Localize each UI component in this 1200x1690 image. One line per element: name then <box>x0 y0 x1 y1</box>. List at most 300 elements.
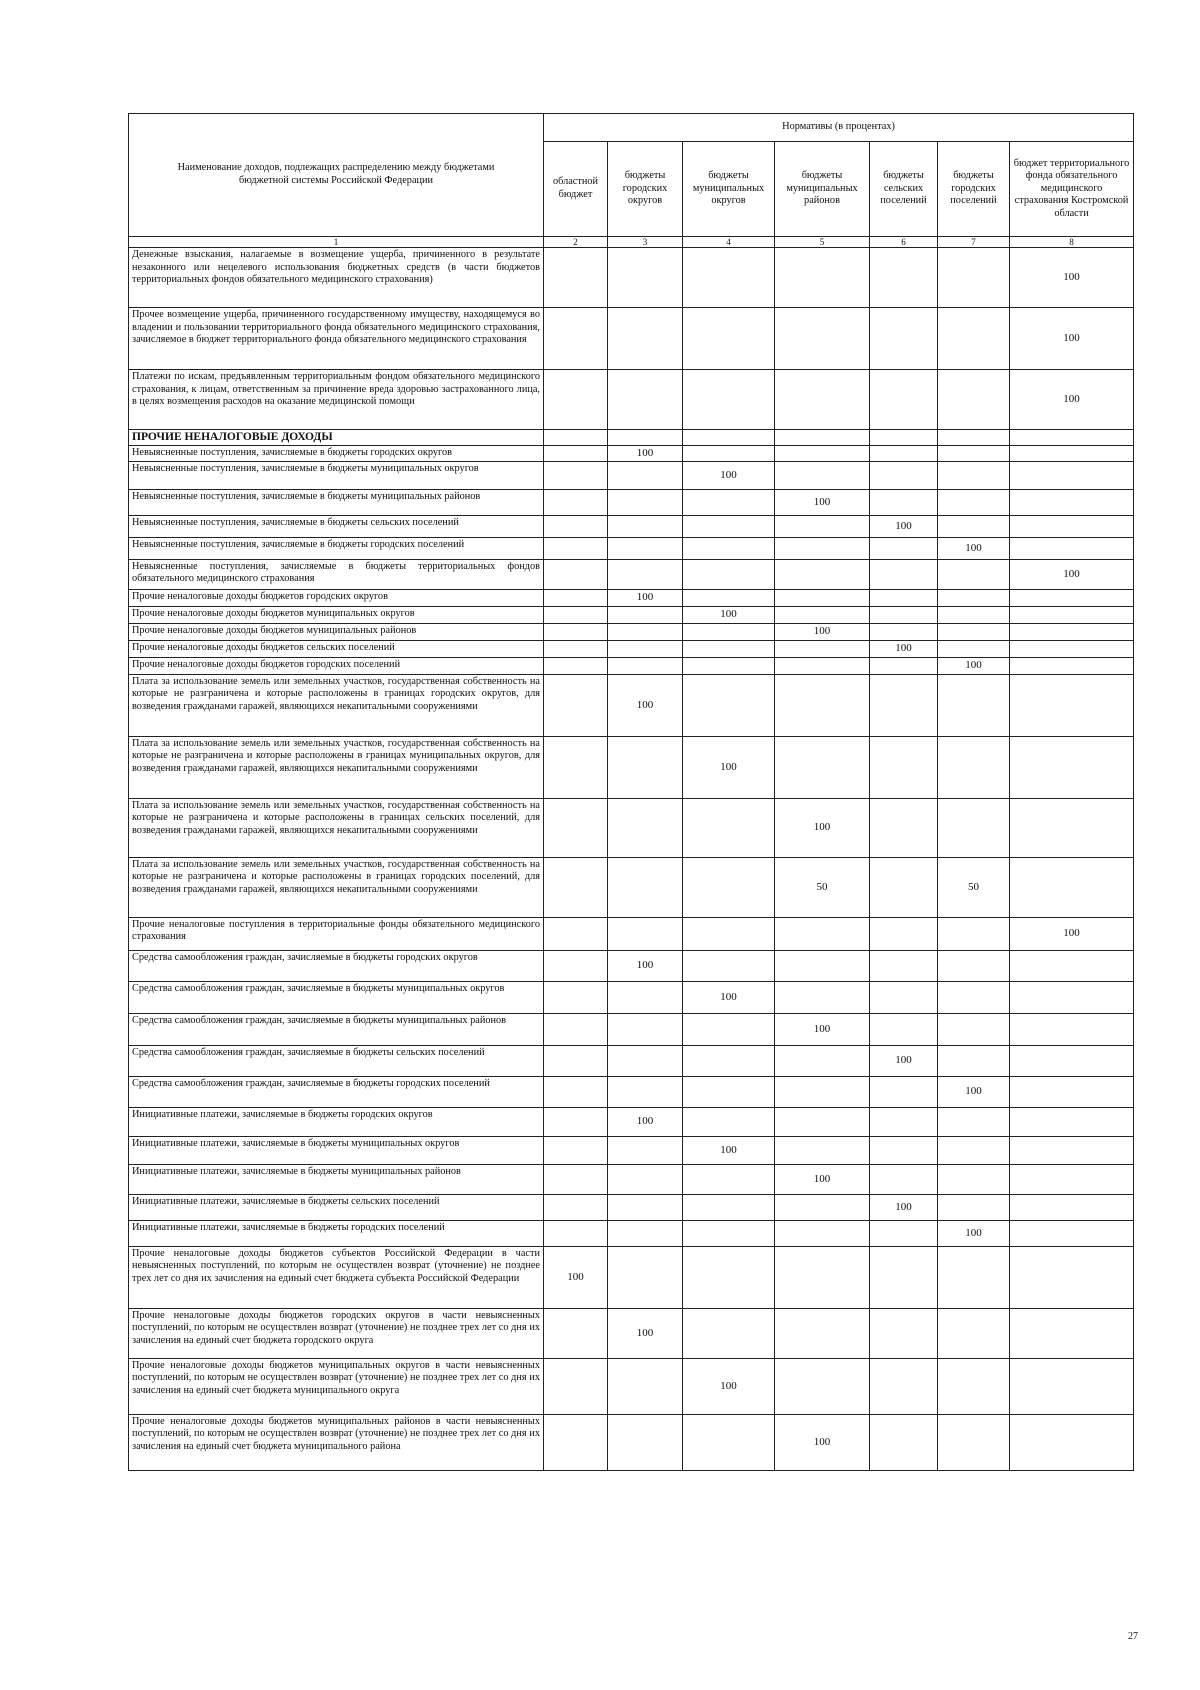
norm-value-cell <box>775 559 870 589</box>
revenue-name-cell: Прочие неналоговые доходы бюджетов сельских поселений <box>129 640 544 657</box>
norm-value-cell <box>1010 674 1134 736</box>
norm-value-cell <box>938 489 1010 515</box>
header-number-6: 6 <box>870 237 938 248</box>
revenue-name-cell: Невыясненные поступления, зачисляемые в бюджеты муниципальных округов <box>129 461 544 489</box>
norm-value-cell <box>938 1308 1010 1358</box>
norm-value-cell <box>683 537 775 559</box>
norm-value-cell <box>1010 1045 1134 1076</box>
norm-value-cell <box>608 1164 683 1194</box>
norm-value-cell <box>775 674 870 736</box>
norm-value-cell <box>938 1136 1010 1164</box>
norm-value-cell <box>544 1220 608 1246</box>
norm-value-cell <box>683 674 775 736</box>
norm-value-cell <box>775 1358 870 1414</box>
norm-value-cell <box>938 640 1010 657</box>
norm-value-cell <box>683 589 775 606</box>
norm-value-cell <box>1010 1308 1134 1358</box>
norm-value-cell <box>683 917 775 950</box>
revenue-name-cell: Прочие неналоговые доходы бюджетов муниципальных районов <box>129 623 544 640</box>
table-row <box>129 1076 1134 1107</box>
table-row <box>129 1308 1134 1358</box>
norm-value-cell <box>544 370 608 430</box>
table-row <box>129 1045 1134 1076</box>
norm-value-cell <box>775 736 870 798</box>
norm-value-cell <box>938 515 1010 537</box>
header-col-rural-settlements: бюджеты сельских поселений <box>870 142 938 237</box>
norm-value-cell <box>544 589 608 606</box>
norm-value-cell <box>870 623 938 640</box>
norm-value-cell <box>1010 461 1134 489</box>
norm-value-cell <box>870 798 938 857</box>
norm-value-cell <box>938 1358 1010 1414</box>
norm-value-cell <box>870 537 938 559</box>
norm-value-cell: 100 <box>775 623 870 640</box>
header-norms-group: Нормативы (в процентах) <box>544 114 1134 142</box>
norm-value-cell <box>608 248 683 308</box>
norm-value-cell: 100 <box>683 1136 775 1164</box>
norm-value-cell <box>683 515 775 537</box>
revenue-name-cell: Прочие неналоговые поступления в территориальные фонды обязательного медицинского страхования <box>129 917 544 950</box>
norm-value-cell <box>1010 1358 1134 1414</box>
table-row <box>129 674 1134 736</box>
revenue-name-cell: Средства самообложения граждан, зачисляемые в бюджеты муниципальных округов <box>129 981 544 1013</box>
norm-value-cell <box>1010 446 1134 462</box>
norm-value-cell <box>938 674 1010 736</box>
norm-value-cell <box>870 1164 938 1194</box>
norm-value-cell <box>870 950 938 981</box>
header-col-city-districts: бюджеты городских округов <box>608 142 683 237</box>
norm-value-cell <box>683 1013 775 1045</box>
table-row <box>129 515 1134 537</box>
norm-value-cell: 100 <box>683 1358 775 1414</box>
norm-value-cell: 100 <box>608 674 683 736</box>
norm-value-cell <box>775 515 870 537</box>
norm-value-cell <box>544 537 608 559</box>
norm-value-cell: 100 <box>608 1107 683 1136</box>
norm-value-cell <box>775 1194 870 1220</box>
norm-value-cell: 100 <box>1010 308 1134 370</box>
norm-value-cell <box>544 640 608 657</box>
norm-value-cell <box>683 623 775 640</box>
table-row <box>129 430 1134 446</box>
revenue-name-cell: Плата за использование земель или земельных участков, государственная собственность на которые не разграничена и которые расположены в границах сельских поселений, для возведения гражданами гаражей, являющихся некапитальными сооружениями <box>129 798 544 857</box>
norm-value-cell <box>938 736 1010 798</box>
table-row <box>129 1246 1134 1308</box>
norm-value-cell <box>608 559 683 589</box>
norm-value-cell <box>870 1013 938 1045</box>
norm-value-cell <box>1010 589 1134 606</box>
norm-value-cell <box>870 446 938 462</box>
norm-value-cell <box>608 1220 683 1246</box>
header-number-3: 3 <box>608 237 683 248</box>
norm-value-cell <box>544 1076 608 1107</box>
norm-value-cell <box>544 1013 608 1045</box>
norm-value-cell <box>775 1246 870 1308</box>
revenue-name-cell: Средства самообложения граждан, зачисляемые в бюджеты сельских поселений <box>129 1045 544 1076</box>
table-row <box>129 736 1134 798</box>
norm-value-cell <box>775 1107 870 1136</box>
table-row <box>129 537 1134 559</box>
norm-value-cell <box>544 606 608 623</box>
norm-value-cell <box>775 640 870 657</box>
norm-value-cell <box>1010 1220 1134 1246</box>
norm-value-cell <box>775 606 870 623</box>
norm-value-cell <box>1010 1076 1134 1107</box>
norm-value-cell <box>938 1107 1010 1136</box>
header-number-2: 2 <box>544 237 608 248</box>
norm-value-cell: 100 <box>870 640 938 657</box>
norm-value-cell: 100 <box>608 950 683 981</box>
norm-value-cell <box>683 308 775 370</box>
norm-value-cell: 100 <box>1010 370 1134 430</box>
norm-value-cell <box>775 1076 870 1107</box>
norm-value-cell: 100 <box>544 1246 608 1308</box>
norm-value-cell <box>608 430 683 446</box>
norm-value-cell <box>683 446 775 462</box>
norm-value-cell <box>938 1194 1010 1220</box>
norm-value-cell <box>870 981 938 1013</box>
table-row <box>129 1194 1134 1220</box>
norm-value-cell <box>544 308 608 370</box>
norm-value-cell: 100 <box>775 1414 870 1470</box>
norm-value-cell: 100 <box>683 981 775 1013</box>
header-number-5: 5 <box>775 237 870 248</box>
norm-value-cell <box>544 917 608 950</box>
norm-value-cell <box>1010 1164 1134 1194</box>
norm-value-cell <box>683 798 775 857</box>
revenue-name-cell: Средства самообложения граждан, зачисляемые в бюджеты муниципальных районов <box>129 1013 544 1045</box>
norm-value-cell <box>775 461 870 489</box>
norm-value-cell <box>608 623 683 640</box>
header-col-oms-fund: бюджет территориального фонда обязательного медицинского страхования Костромской области <box>1010 142 1134 237</box>
norm-value-cell <box>608 798 683 857</box>
norm-value-cell <box>775 1220 870 1246</box>
norm-value-cell <box>938 248 1010 308</box>
table-row <box>129 308 1134 370</box>
norm-value-cell <box>870 248 938 308</box>
norm-value-cell <box>683 1220 775 1246</box>
norm-value-cell <box>775 950 870 981</box>
norm-value-cell <box>775 917 870 950</box>
norm-value-cell <box>544 736 608 798</box>
norm-value-cell <box>870 430 938 446</box>
norm-value-cell <box>1010 623 1134 640</box>
table-row <box>129 1136 1134 1164</box>
norm-value-cell <box>608 308 683 370</box>
revenue-name-cell: Прочие неналоговые доходы бюджетов городских поселений <box>129 657 544 674</box>
norm-value-cell <box>608 981 683 1013</box>
revenue-name-cell: Денежные взыскания, налагаемые в возмещение ущерба, причиненного в результате незаконного или нецелевого использования бюджетных средств (в части бюджетов территориальных фондов обязательного медицинского страхования) <box>129 248 544 308</box>
norm-value-cell <box>544 1136 608 1164</box>
revenue-name-cell: Невыясненные поступления, зачисляемые в бюджеты сельских поселений <box>129 515 544 537</box>
norm-value-cell <box>1010 657 1134 674</box>
norm-value-cell <box>870 606 938 623</box>
revenue-name-cell: Прочие неналоговые доходы бюджетов муниципальных округов в части невыясненных поступлений, по которым не осуществлен возврат (уточнение) не позднее трех лет со дня их зачисления на единый счет бюджета муниципального округа <box>129 1358 544 1414</box>
norm-value-cell <box>1010 1194 1134 1220</box>
norm-value-cell <box>683 559 775 589</box>
norm-value-cell <box>683 950 775 981</box>
norm-value-cell <box>683 1414 775 1470</box>
table-row <box>129 461 1134 489</box>
revenue-name-cell: Прочее возмещение ущерба, причиненного государственному имуществу, находящемуся во владении и пользовании территориального фонда обязательного медицинского страхования, зачисляемое в бюджет территориального фонда обязательного медицинского страхования <box>129 308 544 370</box>
norm-value-cell <box>1010 798 1134 857</box>
norm-value-cell <box>938 1414 1010 1470</box>
table-row <box>129 589 1134 606</box>
norm-value-cell <box>938 559 1010 589</box>
norm-value-cell <box>608 537 683 559</box>
norm-value-cell <box>938 1045 1010 1076</box>
header-number-8: 8 <box>1010 237 1134 248</box>
norm-value-cell <box>775 446 870 462</box>
norm-value-cell <box>938 589 1010 606</box>
norm-value-cell <box>608 736 683 798</box>
norm-value-cell <box>938 1246 1010 1308</box>
norm-value-cell <box>544 1107 608 1136</box>
norm-value-cell <box>608 1358 683 1414</box>
norm-value-cell <box>1010 640 1134 657</box>
norm-value-cell <box>1010 857 1134 917</box>
norm-value-cell <box>683 1107 775 1136</box>
norm-value-cell <box>870 461 938 489</box>
norm-value-cell <box>608 1246 683 1308</box>
norm-value-cell: 100 <box>608 446 683 462</box>
norm-value-cell <box>870 559 938 589</box>
norm-value-cell <box>938 798 1010 857</box>
norm-value-cell <box>683 657 775 674</box>
norm-value-cell <box>544 1414 608 1470</box>
norm-value-cell <box>608 1414 683 1470</box>
norm-value-cell: 100 <box>683 736 775 798</box>
norm-value-cell <box>544 1308 608 1358</box>
norm-value-cell <box>870 857 938 917</box>
norm-value-cell <box>544 515 608 537</box>
norm-value-cell <box>608 515 683 537</box>
norm-value-cell <box>683 1076 775 1107</box>
norm-value-cell: 100 <box>938 537 1010 559</box>
norm-value-cell: 100 <box>608 589 683 606</box>
revenue-norms-table <box>128 113 1134 1471</box>
norm-value-cell <box>870 1246 938 1308</box>
norm-value-cell <box>544 446 608 462</box>
norm-value-cell <box>683 1164 775 1194</box>
revenue-name-cell: Инициативные платежи, зачисляемые в бюджеты городских поселений <box>129 1220 544 1246</box>
revenue-name-cell: Плата за использование земель или земельных участков, государственная собственность на которые не разграничена и которые расположены в границах городских округов, для возведения гражданами гаражей, являющихся некапитальными сооружениями <box>129 674 544 736</box>
norm-value-cell <box>608 640 683 657</box>
revenue-name-cell: Плата за использование земель или земельных участков, государственная собственность на которые не разграничена и которые расположены в границах муниципальных округов, для возведения гражданами гаражей, являющихся некапитальными сооружениями <box>129 736 544 798</box>
norm-value-cell <box>775 589 870 606</box>
norm-value-cell <box>870 1308 938 1358</box>
norm-value-cell <box>608 1045 683 1076</box>
norm-value-cell <box>544 461 608 489</box>
header-number-1: 1 <box>129 237 544 248</box>
norm-value-cell <box>1010 1013 1134 1045</box>
norm-value-cell <box>775 657 870 674</box>
norm-value-cell <box>683 1194 775 1220</box>
table-row <box>129 623 1134 640</box>
norm-value-cell <box>683 1308 775 1358</box>
norm-value-cell <box>775 430 870 446</box>
norm-value-cell <box>608 1136 683 1164</box>
table-row <box>129 1220 1134 1246</box>
table-row <box>129 1013 1134 1045</box>
norm-value-cell: 100 <box>870 1194 938 1220</box>
norm-value-cell <box>938 461 1010 489</box>
table-row <box>129 857 1134 917</box>
norm-value-cell <box>608 917 683 950</box>
norm-value-cell: 100 <box>1010 917 1134 950</box>
norm-value-cell: 100 <box>775 489 870 515</box>
norm-value-cell <box>775 1136 870 1164</box>
norm-value-cell <box>1010 736 1134 798</box>
norm-value-cell <box>683 248 775 308</box>
header-name-column: Наименование доходов, подлежащих распределению между бюджетами бюджетной системы Российской Федерации <box>129 114 544 237</box>
revenue-name-cell: Прочие неналоговые доходы бюджетов субъектов Российской Федерации в части невыясненных поступлений, по которым не осуществлен возврат (уточнение) не позднее трех лет со дня их зачисления на единый счет бюджета субъекта Российской Федерации <box>129 1246 544 1308</box>
norm-value-cell <box>544 248 608 308</box>
norm-value-cell <box>938 430 1010 446</box>
norm-value-cell <box>1010 1414 1134 1470</box>
page-number: 27 <box>1128 1631 1138 1642</box>
table-row <box>129 1164 1134 1194</box>
norm-value-cell <box>870 1136 938 1164</box>
norm-value-cell: 100 <box>938 657 1010 674</box>
norm-value-cell <box>544 857 608 917</box>
table-body <box>129 248 1134 1471</box>
norm-value-cell <box>938 623 1010 640</box>
norm-value-cell <box>938 606 1010 623</box>
revenue-name-cell: Прочие неналоговые доходы бюджетов муниципальных округов <box>129 606 544 623</box>
norm-value-cell <box>683 640 775 657</box>
header-col-urban-settlements: бюджеты городских поселений <box>938 142 1010 237</box>
header-col-municipal-regions: бюджеты муниципальных районов <box>775 142 870 237</box>
norm-value-cell: 100 <box>938 1220 1010 1246</box>
table-row <box>129 446 1134 462</box>
table-row <box>129 657 1134 674</box>
norm-value-cell <box>608 1013 683 1045</box>
norm-value-cell <box>870 917 938 950</box>
norm-value-cell <box>608 1194 683 1220</box>
revenue-name-cell: Невыясненные поступления, зачисляемые в бюджеты территориальных фондов обязательного медицинского страхования <box>129 559 544 589</box>
table-row <box>129 489 1134 515</box>
revenue-name-cell: Невыясненные поступления, зачисляемые в бюджеты городских округов <box>129 446 544 462</box>
norm-value-cell <box>608 1076 683 1107</box>
norm-value-cell <box>608 370 683 430</box>
norm-value-cell <box>608 606 683 623</box>
norm-value-cell <box>938 917 1010 950</box>
norm-value-cell: 100 <box>1010 559 1134 589</box>
norm-value-cell <box>608 657 683 674</box>
norm-value-cell <box>683 1246 775 1308</box>
table-row <box>129 798 1134 857</box>
revenue-distribution-sheet <box>128 113 1133 1471</box>
norm-value-cell <box>544 1164 608 1194</box>
norm-value-cell <box>544 1045 608 1076</box>
norm-value-cell <box>544 1194 608 1220</box>
norm-value-cell: 100 <box>938 1076 1010 1107</box>
revenue-name-cell: Платежи по искам, предъявленным территориальным фондом обязательного медицинского страхования, к лицам, ответственным за причинение вреда здоровью застрахованного лица, в целях возмещения расходов на оказание медицинской помощи <box>129 370 544 430</box>
revenue-name-cell: Прочие неналоговые доходы бюджетов городских округов <box>129 589 544 606</box>
norm-value-cell <box>683 430 775 446</box>
norm-value-cell <box>544 674 608 736</box>
norm-value-cell: 100 <box>775 1164 870 1194</box>
norm-value-cell <box>544 559 608 589</box>
table-row <box>129 640 1134 657</box>
revenue-name-cell: Средства самообложения граждан, зачисляемые в бюджеты городских поселений <box>129 1076 544 1107</box>
norm-value-cell <box>870 1107 938 1136</box>
revenue-name-cell: Плата за использование земель или земельных участков, государственная собственность на которые не разграничена и которые расположены в границах городских поселений, для возведения гражданами гаражей, являющихся некапитальными сооружениями <box>129 857 544 917</box>
norm-value-cell <box>608 489 683 515</box>
norm-value-cell <box>683 1045 775 1076</box>
norm-value-cell <box>870 736 938 798</box>
norm-value-cell: 100 <box>608 1308 683 1358</box>
norm-value-cell <box>683 489 775 515</box>
norm-value-cell <box>775 1045 870 1076</box>
norm-value-cell: 100 <box>870 1045 938 1076</box>
norm-value-cell <box>938 1164 1010 1194</box>
revenue-name-cell: Прочие неналоговые доходы бюджетов муниципальных районов в части невыясненных поступлений, по которым не осуществлен возврат (уточнение) не позднее трех лет со дня их зачисления на единый счет бюджета муниципального района <box>129 1414 544 1470</box>
header-number-4: 4 <box>683 237 775 248</box>
revenue-name-cell: Инициативные платежи, зачисляемые в бюджеты городских округов <box>129 1107 544 1136</box>
revenue-name-cell: Прочие неналоговые доходы бюджетов городских округов в части невыясненных поступлений, по которым не осуществлен возврат (уточнение) не позднее трех лет со дня их зачисления на единый счет бюджета городского округа <box>129 1308 544 1358</box>
norm-value-cell <box>1010 489 1134 515</box>
norm-value-cell <box>544 623 608 640</box>
norm-value-cell <box>1010 606 1134 623</box>
norm-value-cell <box>870 589 938 606</box>
norm-value-cell <box>608 857 683 917</box>
revenue-name-cell: Инициативные платежи, зачисляемые в бюджеты муниципальных районов <box>129 1164 544 1194</box>
table-row <box>129 1414 1134 1470</box>
norm-value-cell <box>775 248 870 308</box>
norm-value-cell <box>870 674 938 736</box>
revenue-name-cell: Инициативные платежи, зачисляемые в бюджеты муниципальных округов <box>129 1136 544 1164</box>
table-row <box>129 1358 1134 1414</box>
norm-value-cell <box>1010 981 1134 1013</box>
norm-value-cell <box>1010 1107 1134 1136</box>
table-row <box>129 248 1134 308</box>
revenue-name-cell: Невыясненные поступления, зачисляемые в бюджеты муниципальных районов <box>129 489 544 515</box>
norm-value-cell: 100 <box>683 461 775 489</box>
norm-value-cell <box>544 1358 608 1414</box>
norm-value-cell <box>870 1220 938 1246</box>
norm-value-cell <box>1010 430 1134 446</box>
norm-value-cell <box>544 430 608 446</box>
table-row <box>129 981 1134 1013</box>
norm-value-cell <box>544 981 608 1013</box>
norm-value-cell <box>775 308 870 370</box>
norm-value-cell <box>544 798 608 857</box>
table-row <box>129 917 1134 950</box>
norm-value-cell <box>870 489 938 515</box>
norm-value-cell <box>1010 1136 1134 1164</box>
norm-value-cell <box>1010 1246 1134 1308</box>
norm-value-cell <box>1010 515 1134 537</box>
norm-value-cell <box>938 981 1010 1013</box>
norm-value-cell: 100 <box>775 798 870 857</box>
norm-value-cell <box>1010 950 1134 981</box>
section-title: ПРОЧИЕ НЕНАЛОГОВЫЕ ДОХОДЫ <box>129 430 544 446</box>
revenue-name-cell: Средства самообложения граждан, зачисляемые в бюджеты городских округов <box>129 950 544 981</box>
header-col-regional: областной бюджет <box>544 142 608 237</box>
norm-value-cell: 100 <box>683 606 775 623</box>
header-col-municipal-districts: бюджеты муниципальных округов <box>683 142 775 237</box>
norm-value-cell <box>775 1308 870 1358</box>
norm-value-cell <box>870 1076 938 1107</box>
norm-value-cell <box>544 950 608 981</box>
norm-value-cell <box>775 981 870 1013</box>
norm-value-cell <box>870 370 938 430</box>
norm-value-cell <box>775 370 870 430</box>
revenue-name-cell: Инициативные платежи, зачисляемые в бюджеты сельских поселений <box>129 1194 544 1220</box>
revenue-name-cell: Невыясненные поступления, зачисляемые в бюджеты городских поселений <box>129 537 544 559</box>
